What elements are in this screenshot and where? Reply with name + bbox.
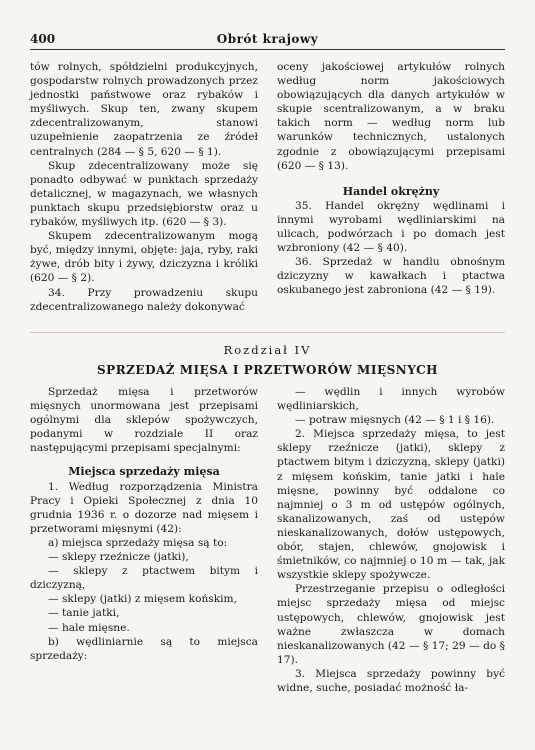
list-item: — sklepy (jatki) z mięsem końskim,	[48, 593, 237, 606]
paragraph: oceny jakościowej artykułów rolnych według norm jakościowych obowiązujących dla danych artykułów w skupie scentralizowanym, a w braku takich norm — według norm lub warunków technicznych, ustalonych zgodnie z obowiązującymi przepisami (620 — § 13).	[277, 61, 505, 172]
bottom-right-column	[277, 385, 505, 695]
list-item: — wędlin i innych wyrobów wędliniarskich,	[277, 386, 505, 413]
paragraph-34: 34. Przy prowadzeniu skupu zdecentralizowanego należy dokonywać	[30, 286, 258, 313]
paragraph-2: 2. Miejsca sprzedaży mięsa, to jest sklepy rzeźnicze (jatki), sklepy z ptactwem bitym i dziczyzną, sklepy (jatki) z mięsem końskim, tanie jatki i hale mięsne, powinny być oddalone co najmniej o 3 m od ustępów ogólnych, skanalizowanych, zaś od ustępów nieskanalizowanych, dołów ustępowych, obór, stajen, chlewów, gnojowisk i śmietników, co najmniej o 10 m — tak, jak wszystkie sklepy spożywcze.	[277, 428, 505, 582]
chapter-label: Rozdział IV	[223, 343, 312, 357]
list-item-b: b) wędliniarnie są to miejsca sprzedaży:	[30, 635, 258, 662]
paragraph: Przestrzeganie przepisu o odległości miejsc sprzedaży mięsa od miejsc ustępowych, chlewów, gnojowisk jest ważne zwłaszcza w domach nieskanalizowanych (42 — § 17; 29 — do § 17).	[277, 583, 505, 666]
list-item: — hale mięsne.	[48, 621, 130, 634]
running-title: Obrót krajowy	[216, 32, 319, 46]
section-heading-handel-okrezny: Handel okrężny	[342, 184, 440, 198]
page-number: 400	[30, 32, 56, 46]
paragraph-35: 35. Handel okrężny wędlinami i innymi wyrobami wędliniarskimi na ulicach, podwórzach i po domach jest wzbroniony (42 — § 40).	[277, 199, 505, 255]
list-item: — sklepy rzeźnicze (jatki),	[48, 551, 189, 564]
list-item: — sklepy z ptactwem bitym i dziczyzną,	[30, 565, 258, 592]
running-header	[30, 32, 505, 50]
intro-paragraph: Sprzedaż mięsa i przetworów mięsnych unormowana jest przepisami ogólnymi dla sklepów spożywczych, podanymi w rozdziale II oraz następującymi przepisami specjalnymi:	[30, 386, 258, 455]
paragraph: Skupem zdecentralizowanym mogą być, między innymi, objęte: jaja, ryby, raki żywe, drób bity i żywy, dziczyzna i króliki (620 — § 2).	[30, 230, 258, 285]
paragraph: tów rolnych, spółdzielni produkcyjnych, gospodarstw rolnych prowadzonych przez jednostki państwowe oraz rybaków i myśliwych. Skup ten, zwany skupem zdecentralizowanym, stanowi uzupełnienie zaopatrzenia ze źródeł centralnych (284 — § 5, 620 — § 1).	[30, 61, 258, 158]
paragraph: Skup zdecentralizowany może się ponadto odbywać w punktach sprzedaży detalicznej, w magazynach, we własnych punktach skupu przedsiębiorstw oraz u rybaków, myśliwych itp. (620 — § 3).	[30, 159, 258, 229]
divider	[30, 332, 505, 333]
paragraph-3: 3. Miejsca sprzedaży powinny być widne, suche, posiadać możność ła-	[277, 667, 505, 694]
paragraph-36: 36. Sprzedaż w handlu obnośnym dziczyzny w kawałkach i ptactwa oskubanego jest zabroniona (42 — § 19).	[277, 256, 505, 297]
list-item: — tanie jatki,	[48, 607, 120, 620]
section-heading-miejsca-sprzedazy: Miejsca sprzedaży mięsa	[68, 465, 220, 479]
list-item: — potraw mięsnych (42 — § 1 i § 16).	[295, 414, 495, 427]
chapter-title: SPRZEDAŻ MIĘSA I PRZETWORÓW MIĘSNYCH	[97, 363, 438, 377]
top-left-column	[30, 60, 258, 314]
list-item-a: a) miejsca sprzedaży mięsa są to:	[48, 536, 228, 549]
bottom-left-column	[30, 385, 258, 663]
top-right-column	[277, 60, 505, 298]
paragraph-1: 1. Według rozporządzenia Ministra Pracy i Opieki Społecznej z dnia 10 grudnia 1936 r. o dozorze nad mięsem i przetworami mięsnymi (42):	[30, 480, 258, 535]
